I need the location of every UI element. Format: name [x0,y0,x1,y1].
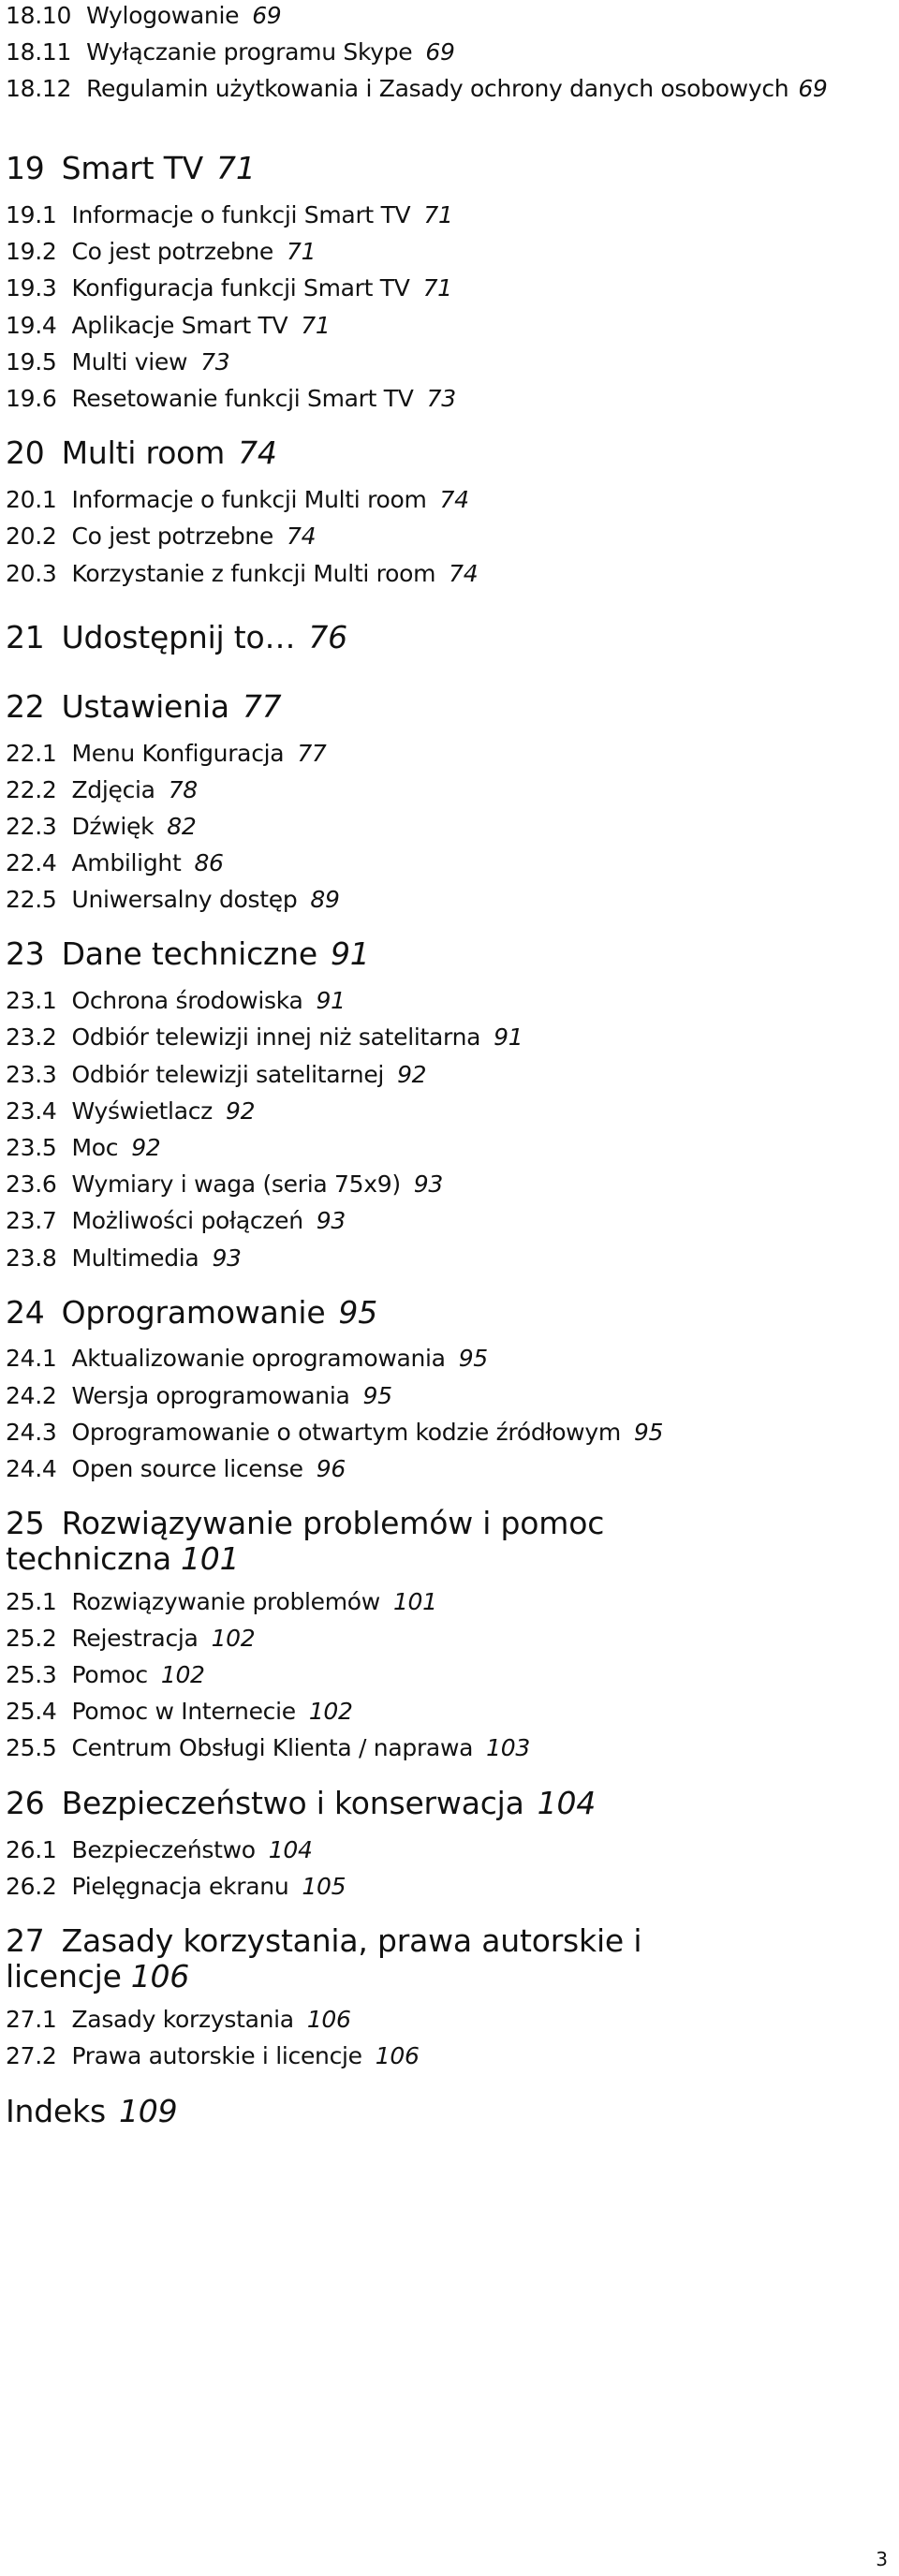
entry-number: 25.2 [6,1625,57,1652]
entry-title: Bezpieczeństwo [71,1836,256,1863]
chapter-title: Rozwiązywanie problemów i pomoc techniczna [6,1505,605,1577]
toc-entry-23-8[interactable] [6,1244,242,1273]
entry-title: Co jest potrzebne [71,238,274,265]
entry-title: Co jest potrzebne [71,523,274,550]
toc-entry-19-6[interactable] [6,385,456,413]
entry-number: 19.4 [6,312,57,339]
toc-entry-25-5[interactable] [6,1734,530,1762]
entry-page: 103 [486,1734,530,1761]
entry-page: 91 [316,987,346,1014]
entry-page: 102 [308,1698,353,1725]
entry-number: 23.6 [6,1170,57,1198]
chapter-number: 19 [6,150,45,186]
chapter-page: 76 [308,619,347,655]
chapter-page: 71 [216,150,256,186]
entry-title: Zdjęcia [71,776,155,803]
entry-number: 23.7 [6,1207,57,1234]
chapter-title: Multi room [61,434,226,471]
entry-number: 20.2 [6,523,57,550]
entry-number: 18.12 [6,75,72,102]
toc-entry-19-4[interactable] [6,312,330,340]
entry-page: 92 [397,1061,427,1088]
entry-number: 22.3 [6,813,57,840]
chapter-title: Smart TV [61,150,204,186]
chapter-number: 24 [6,1294,45,1331]
chapter-page: 74 [238,434,277,471]
chapter-title: Ustawienia [61,688,229,725]
toc-entry-22-4[interactable] [6,849,224,877]
entry-title: Wylogowanie [86,2,240,29]
entry-title: Aplikacje Smart TV [71,312,288,339]
entry-page: 69 [425,38,455,66]
entry-title: Uniwersalny dostęp [71,886,298,913]
toc-chapter-26[interactable] [6,1786,596,1821]
toc-entry-19-3[interactable] [6,274,452,302]
entry-number: 25.1 [6,1588,57,1615]
entry-number: 19.6 [6,385,57,412]
chapter-title: Bezpieczeństwo i konserwacja [61,1785,524,1821]
toc-entry-25-3[interactable] [6,1661,205,1689]
entry-page: 71 [287,238,317,265]
entry-number: 24.2 [6,1382,57,1409]
toc-entry-26-1[interactable] [6,1836,313,1864]
entry-title: Pomoc [71,1661,148,1688]
chapter-page: 101 [181,1540,240,1577]
entry-page: 86 [194,849,224,876]
entry-title: Informacje o funkcji Smart TV [71,201,411,228]
entry-number: 23.2 [6,1023,57,1051]
entry-title: Menu Konfiguracja [71,740,285,767]
chapter-page: 95 [338,1294,378,1331]
toc-entry-18-12[interactable] [6,75,830,103]
toc-entry-24-3[interactable] [6,1419,663,1447]
toc-entry-27-2[interactable] [6,2042,420,2070]
toc-entry-27-1[interactable] [6,2006,351,2034]
toc-entry-22-5[interactable] [6,886,340,914]
entry-title: Rejestracja [71,1625,199,1652]
entry-number: 26.1 [6,1836,57,1863]
entry-title: Wymiary i waga (seria 75x9) [71,1170,401,1198]
entry-number: 23.5 [6,1134,57,1161]
entry-title: Aktualizowanie oprogramowania [71,1345,446,1372]
toc-chapter-20[interactable] [6,435,277,471]
entry-title: Regulamin użytkowania i Zasady ochrony danych osobowych [86,75,789,102]
entry-title: Wersja oprogramowania [71,1382,350,1409]
entry-number: 24.1 [6,1345,57,1372]
toc-chapter-21[interactable] [6,620,347,655]
entry-page: 74 [287,523,317,550]
entry-number: 23.4 [6,1097,57,1125]
entry-number: 22.4 [6,849,57,876]
chapter-title: Oprogramowanie [61,1294,326,1331]
entry-number: 22.5 [6,886,57,913]
entry-title: Korzystanie z funkcji Multi room [71,560,436,587]
entry-page: 92 [131,1134,161,1161]
entry-page: 78 [168,776,198,803]
toc-entry-20-1[interactable] [6,486,469,514]
chapter-title: Dane techniczne [61,935,318,972]
entry-page: 93 [413,1170,444,1198]
entry-title: Zasady korzystania [71,2006,294,2033]
entry-title: Odbiór telewizji innej niż satelitarna [71,1023,481,1051]
entry-number: 20.3 [6,560,57,587]
toc-entry-22-1[interactable] [6,740,327,768]
entry-title: Moc [71,1134,119,1161]
entry-title: Centrum Obsługi Klienta / naprawa [71,1734,474,1761]
toc-entry-23-5[interactable] [6,1134,160,1162]
chapter-number: 20 [6,434,45,471]
entry-number: 25.3 [6,1661,57,1688]
entry-title: Open source license [71,1455,303,1482]
entry-number: 27.1 [6,2006,57,2033]
toc-entry-19-1[interactable] [6,201,453,229]
entry-number: 22.1 [6,740,57,767]
toc-entry-23-1[interactable] [6,987,346,1015]
entry-title: Multimedia [71,1244,199,1272]
toc-entry-19-5[interactable] [6,348,229,376]
toc-entry-26-2[interactable] [6,1873,346,1901]
toc-entry-23-4[interactable] [6,1097,255,1126]
entry-page: 69 [798,75,828,102]
entry-number: 24.3 [6,1419,57,1446]
toc-entry-24-4[interactable] [6,1455,346,1483]
entry-page: 71 [423,201,453,228]
entry-title: Prawa autorskie i licencje [71,2042,362,2069]
entry-title: Rozwiązywanie problemów [71,1588,380,1615]
entry-number: 25.4 [6,1698,57,1725]
entry-page: 96 [316,1455,346,1482]
entry-number: 18.10 [6,2,72,29]
chapter-page: 104 [537,1785,597,1821]
chapter-page: 91 [331,935,370,972]
entry-title: Odbiór telewizji satelitarnej [71,1061,385,1088]
index-title: Indeks [6,2093,107,2129]
toc-entry-24-1[interactable] [6,1345,488,1373]
entry-page: 95 [458,1345,488,1372]
toc-chapter-22[interactable] [6,689,281,725]
entry-title: Pomoc w Internecie [71,1698,296,1725]
entry-title: Resetowanie funkcji Smart TV [71,385,414,412]
entry-page: 92 [225,1097,256,1125]
entry-number: 19.2 [6,238,57,265]
entry-page: 82 [167,813,197,840]
entry-title: Ambilight [71,849,182,876]
entry-title: Dźwięk [71,813,155,840]
chapter-number: 21 [6,619,45,655]
entry-page: 95 [633,1419,664,1446]
entry-page: 106 [306,2006,351,2033]
entry-title: Wyświetlacz [71,1097,213,1125]
toc-entry-20-3[interactable] [6,560,478,588]
toc-entry-22-2[interactable] [6,776,198,804]
entry-page: 93 [212,1244,242,1272]
toc-entry-18-11[interactable] [6,38,455,66]
entry-number: 26.2 [6,1873,57,1900]
toc-entry-25-4[interactable] [6,1698,353,1726]
entry-page: 93 [316,1207,346,1234]
entry-page: 102 [211,1625,256,1652]
entry-number: 19.3 [6,274,57,302]
chapter-number: 27 [6,1922,45,1959]
entry-page: 77 [297,740,327,767]
entry-number: 27.2 [6,2042,57,2069]
entry-page: 104 [268,1836,313,1863]
entry-page: 105 [302,1873,346,1900]
entry-page: 71 [301,312,331,339]
entry-page: 73 [426,385,456,412]
entry-page: 73 [200,348,230,375]
toc-entry-23-6[interactable] [6,1170,443,1199]
toc-entry-20-2[interactable] [6,523,316,551]
entry-page: 69 [252,2,282,29]
chapter-number: 23 [6,935,45,972]
chapter-title: Zasady korzystania, prawa autorskie i licencje [6,1922,642,1995]
entry-title: Konfiguracja funkcji Smart TV [71,274,410,302]
toc-chapter-24[interactable] [6,1295,377,1331]
entry-number: 23.8 [6,1244,57,1272]
entry-title: Multi view [71,348,188,375]
entry-number: 25.5 [6,1734,57,1761]
entry-page: 91 [494,1023,523,1051]
entry-number: 19.5 [6,348,57,375]
toc-entry-22-3[interactable] [6,813,197,841]
toc-chapter-27[interactable] [6,1923,830,1995]
entry-number: 19.1 [6,201,57,228]
entry-page: 95 [362,1382,392,1409]
entry-number: 18.11 [6,38,72,66]
entry-title: Ochrona środowiska [71,987,303,1014]
toc-index[interactable] [6,2094,177,2129]
toc-entry-25-1[interactable] [6,1588,437,1616]
chapter-number: 22 [6,688,45,725]
entry-page: 71 [422,274,452,302]
toc-chapter-25[interactable] [6,1506,830,1577]
entry-page: 89 [310,886,340,913]
chapter-number: 25 [6,1505,45,1541]
entry-title: Informacje o funkcji Multi room [71,486,427,513]
toc-entry-24-2[interactable] [6,1382,392,1410]
entry-title: Pielęgnacja ekranu [71,1873,289,1900]
toc-entry-19-2[interactable] [6,238,316,266]
toc-entry-23-3[interactable] [6,1061,426,1089]
toc-entry-25-2[interactable] [6,1625,255,1653]
entry-page: 101 [392,1588,437,1615]
chapter-page: 77 [242,688,282,725]
entry-title: Wyłączanie programu Skype [86,38,413,66]
entry-page: 102 [160,1661,205,1688]
toc-entry-18-10[interactable] [6,2,281,30]
entry-page: 106 [375,2042,420,2069]
chapter-number: 26 [6,1785,45,1821]
entry-page: 74 [439,486,469,513]
entry-title: Możliwości połączeń [71,1207,303,1234]
entry-title: Oprogramowanie o otwartym kodzie źródłowym [71,1419,621,1446]
page-number: 3 [876,2548,888,2570]
chapter-page: 106 [130,1958,190,1995]
entry-number: 23.1 [6,987,57,1014]
entry-number: 23.3 [6,1061,57,1088]
toc-chapter-19[interactable] [6,151,256,186]
index-page: 109 [119,2093,178,2129]
toc-chapter-23[interactable] [6,936,370,972]
entry-number: 20.1 [6,486,57,513]
entry-number: 24.4 [6,1455,57,1482]
entry-number: 22.2 [6,776,57,803]
chapter-title: Udostępnij to… [61,619,296,655]
toc-entry-23-2[interactable] [6,1023,523,1052]
entry-page: 74 [449,560,479,587]
toc-entry-23-7[interactable] [6,1207,346,1235]
